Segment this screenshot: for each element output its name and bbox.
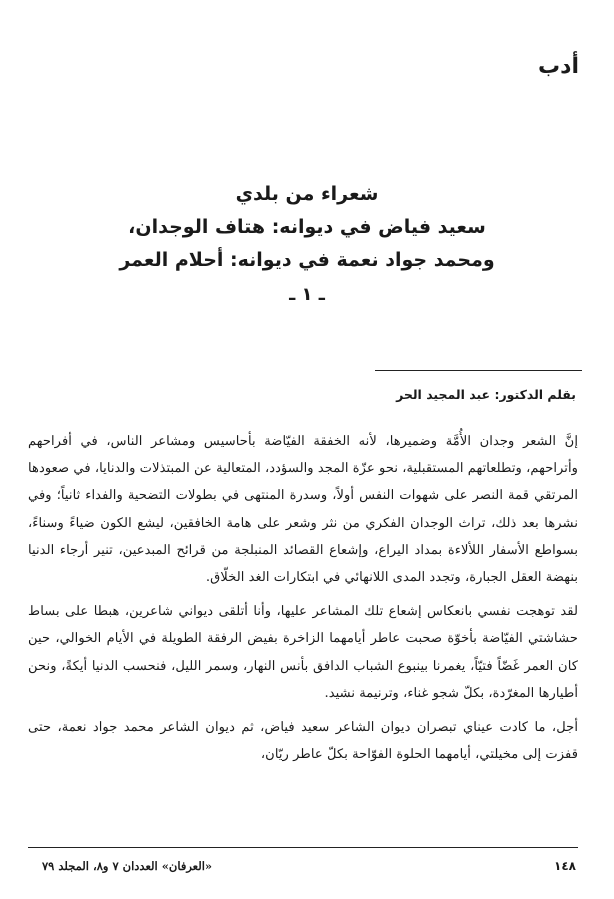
author-byline: بقلم الدكتور: عبد المجيد الحر	[396, 387, 576, 402]
article-body	[28, 428, 578, 775]
paragraph-1: إنَّ الشعر وجدان الأُمَّة وضميرها، لأنه الخفقة الفيّاضة بأحاسيس ومشاعر الناس، في أفراحهم وأتراحهم، وتطلعاتهم المستقبلية، نحو عزّة المجد والسؤدد، المتعالية عن المبتذلات والدنايا، في صعودها المرتقي قمة النصر على شهوات النفس أولاً، وسدرة المنتهى في بطولات التضحية والفداء ثانياً؛ وفي نشرها بعد ذلك، تراث الوجدان الفكري من نثر وشعر على هامة الخافقين، ليشع الكون ضياءً وسناءً، بسواطع الأسفار اللألاءة بمداد اليراع، وإشعاع القصائد المنبلجة من قرائح المبدعين، تنير أرجاء الدنيا بنهضة العقل الجبارة، وتجدد المدى اللانهائي في ابتكارات الغد الخلّاق.	[27, 434, 578, 586]
paragraph-3: أجل، ما كادت عيناي تبصران ديوان الشاعر سعيد فياض، ثم ديوان الشاعر محمد جواد نعمة، حتى قفزت إلى مخيلتي، أيامهما الحلوة الفوّاحة بكلّ عاطر ريّان،	[28, 720, 578, 763]
title-line-2: سعيد فياض في ديوانه: هتاف الوجدان،	[128, 216, 486, 238]
journal-citation: «العرفان» العددان ٧ و٨، المجلد ٧٩	[42, 859, 213, 873]
article-title	[60, 178, 554, 311]
title-line-3: ومحمد جواد نعمة في ديوانه: أحلام العمر	[119, 249, 495, 271]
footer-divider	[28, 847, 578, 848]
author-divider	[375, 370, 582, 371]
paragraph-2: لقد توهجت نفسي بانعكاس إشعاع تلك المشاعر عليها، وأنا أتلقى ديواني شاعرين، هبطا على بساط حشاشتي الفيّاضة بأخوّة صحبت عاطر أيامهما الزاخرة بفيض الرفقة الطويلة في الأيام الخوالي، حين كان العمر غَضّاً فتيّاً، يغمرنا بينبوع الشباب الدافق بأنس النهار، وسمر الليل، فنحسب الدنيا أيكةً، ونحن أطيارها المغرّدة، بكلّ شجو غناء، وترنيمة نشيد.	[28, 604, 578, 701]
section-label: أدب	[538, 54, 579, 79]
title-line-1: شعراء من بلدي	[235, 183, 379, 205]
title-part-number: ـ ١ ـ	[289, 284, 325, 305]
page-number: ١٤٨	[554, 859, 576, 873]
